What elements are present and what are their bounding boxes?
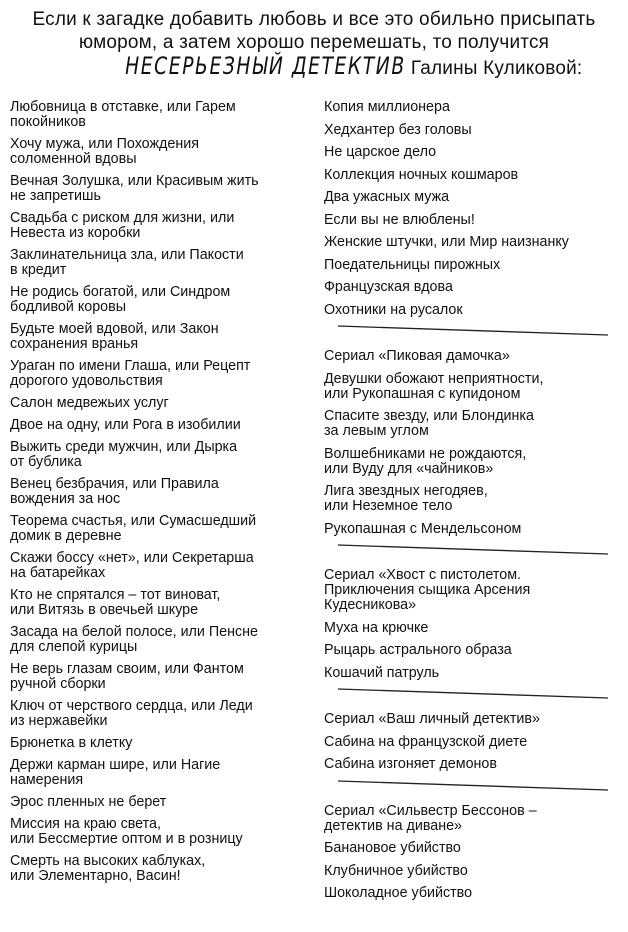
book-title — [324, 757, 624, 772]
book-title-line: из нержавейки — [10, 713, 108, 729]
series-title-line: Кудесникова» — [324, 597, 417, 613]
author-name: Галины Куликовой: — [410, 58, 583, 79]
book-title-line: Ураган по имени Глаша, или Рецепт — [10, 358, 251, 374]
book-title — [324, 213, 624, 228]
book-title — [324, 621, 624, 636]
book-title — [10, 662, 308, 692]
book-title-line: в кредит — [10, 262, 67, 278]
book-title-line: Теорема счастья, или Сумасшедший — [10, 513, 257, 529]
book-title — [324, 258, 624, 273]
book-title-line: Рыцарь астрального образа — [324, 642, 512, 658]
book-title — [10, 817, 308, 847]
section-divider — [324, 688, 624, 708]
book-title — [324, 235, 624, 250]
book-title — [324, 735, 624, 750]
book-title-line: Сабина на французской диете — [324, 733, 528, 750]
book-title-line: соломенной вдовы — [10, 151, 137, 167]
series-title-line: детектив на диване» — [324, 817, 463, 834]
book-title-line: Выжить среди мужчин, или Дырка — [10, 439, 238, 455]
series-title — [324, 349, 624, 364]
intro-line-1: Если к загадке добавить любовь и все это обильно присыпать — [32, 9, 596, 30]
book-title-line: Копия миллионера — [324, 99, 450, 115]
book-title-line: домик в деревне — [10, 528, 122, 544]
section-divider — [324, 780, 624, 800]
book-title — [324, 280, 624, 295]
book-title-line: на батарейках — [10, 565, 106, 581]
left-book-list — [10, 100, 308, 891]
book-title — [10, 736, 308, 751]
book-title-line: Свадьба с риском для жизни, или — [10, 210, 235, 226]
intro-title-line — [0, 52, 628, 80]
book-title-line: Лига звездных негодяев, — [324, 483, 488, 499]
book-title-line: Двое на одну, или Рога в изобилии — [10, 417, 241, 433]
book-title — [10, 625, 308, 655]
book-title-line: Ключ от черствого сердца, или Леди — [10, 698, 253, 714]
book-title-line: Поедательницы пирожных — [324, 256, 501, 273]
book-title-line: Смерть на высоких каблуках, — [10, 853, 206, 869]
book-title — [10, 514, 308, 544]
book-title-line: Кошачий патруль — [324, 664, 440, 681]
book-title-line: сохранения вранья — [10, 336, 139, 352]
series-title — [324, 712, 624, 727]
book-title-line: Невеста из коробки — [10, 225, 141, 241]
book-title — [324, 643, 624, 658]
book-title-line: Женские штучки, или Мир наизнанку — [324, 234, 569, 250]
book-title-line: Девушки обожают неприятности, — [324, 370, 544, 387]
book-title — [10, 100, 308, 130]
book-title-line: от бублика — [10, 454, 82, 470]
book-title-line: дорогого удовольствия — [10, 373, 163, 389]
book-title — [324, 447, 624, 477]
book-title-line: Шоколадное убийство — [324, 885, 473, 901]
book-title — [324, 522, 624, 537]
book-title-line: Французская вдова — [324, 279, 453, 295]
book-title-line: Миссия на краю света, — [10, 816, 161, 832]
book-title-line: Охотники на русалок — [324, 301, 463, 318]
book-title-line: Любовница в отставке, или Гарем — [10, 99, 236, 115]
series-title-line: Сериал «Ваш личный детектив» — [324, 711, 540, 727]
book-title-line: или Бессмертие оптом и в розницу — [10, 831, 243, 847]
book-title — [10, 854, 308, 884]
book-title — [10, 174, 308, 204]
section-divider — [324, 325, 624, 345]
book-title — [324, 145, 624, 160]
book-title — [10, 248, 308, 278]
book-title — [10, 211, 308, 241]
series-title-line: Сериал «Пиковая дамочка» — [324, 348, 510, 364]
book-title-line: или Неземное тело — [324, 498, 453, 514]
book-title — [10, 477, 308, 507]
right-book-list — [324, 100, 624, 909]
book-title — [10, 440, 308, 470]
book-title — [10, 758, 308, 788]
book-title-line: Банановое убийство — [324, 840, 461, 856]
series-title-line: Сериал «Хвост с пистолетом. — [324, 567, 522, 583]
book-title — [324, 303, 624, 318]
book-title-line: Спасите звезду, или Блондинка — [324, 408, 534, 424]
book-title — [10, 588, 308, 618]
book-title-line: Вечная Золушка, или Красивым жить — [10, 173, 259, 189]
book-title-line: Засада на белой полосе, или Пенсне — [10, 624, 258, 640]
section-divider — [324, 544, 624, 564]
book-title-line: Заклинательница зла, или Пакости — [10, 247, 244, 263]
book-title-line: Волшебниками не рождаются, — [324, 445, 527, 462]
intro-block — [0, 8, 628, 80]
book-title-line: за левым углом — [324, 423, 429, 439]
book-title-line: Будьте моей вдовой, или Закон — [10, 321, 219, 337]
book-title-line: Муха на крючке — [324, 619, 429, 636]
book-title — [324, 864, 624, 879]
book-title-line: Если вы не влюблены! — [324, 211, 475, 228]
book-title-line: Не царское дело — [324, 144, 437, 160]
book-title-line: Салон медвежьих услуг — [10, 395, 169, 411]
book-title — [10, 418, 308, 433]
book-title-line: Кто не спрятался – тот виноват, — [10, 587, 221, 603]
book-title — [324, 123, 624, 138]
book-title — [324, 484, 624, 514]
book-title-line: Хедхантер без головы — [324, 121, 472, 138]
book-title-line: Сабина изгоняет демонов — [324, 756, 497, 772]
book-title-line: Рукопашная с Мендельсоном — [324, 520, 522, 537]
book-title-line: намерения — [10, 772, 84, 788]
book-title-line: Эрос пленных не берет — [10, 794, 167, 810]
book-title — [10, 551, 308, 581]
book-title — [10, 396, 308, 411]
book-title — [10, 359, 308, 389]
series-title — [324, 804, 624, 834]
book-title-line: или Витязь в овечьей шкуре — [10, 602, 199, 618]
book-title-line: Не родись богатой, или Синдром — [10, 284, 231, 300]
book-title — [324, 372, 624, 402]
book-title-line: Брюнетка в клетку — [10, 735, 133, 751]
book-title-line: для слепой курицы — [10, 639, 138, 655]
book-title-line: или Рукопашная с купидоном — [324, 385, 521, 402]
series-title-line: Приключения сыщика Арсения — [324, 582, 531, 598]
book-title — [324, 409, 624, 439]
book-title — [10, 322, 308, 352]
book-title-line: Не верь глазам своим, или Фантом — [10, 661, 244, 677]
book-title-line: Два ужасных мужа — [324, 189, 450, 205]
intro-line-2: юмором, а затем хорошо перемешать, то получится — [78, 32, 550, 53]
book-title — [324, 190, 624, 205]
book-title-line: или Элементарно, Васин! — [10, 868, 181, 884]
series-title-line: Сериал «Сильвестр Бессонов – — [324, 802, 537, 819]
book-title — [324, 841, 624, 856]
book-title — [10, 699, 308, 729]
book-title-line: Коллекция ночных кошмаров — [324, 166, 519, 183]
book-title-line: ручной сборки — [10, 676, 106, 692]
book-title-line: Венец безбрачия, или Правила — [10, 476, 219, 492]
book-title — [324, 886, 624, 901]
book-title-line: Клубничное убийство — [324, 862, 468, 879]
book-title — [324, 666, 624, 681]
brand-title: НЕСЕРЬЕЗНЫЙ ДЕТЕКТИВ — [124, 52, 406, 80]
book-title — [10, 795, 308, 810]
book-title — [10, 137, 308, 167]
book-title-line: Хочу мужа, или Похождения — [10, 136, 199, 152]
book-title — [324, 168, 624, 183]
book-title-line: вождения за нос — [10, 491, 121, 507]
book-title-line: Скажи боссу «нет», или Секретарша — [10, 550, 254, 566]
book-title-line: покойников — [10, 114, 86, 130]
book-title-line: или Вуду для «чайников» — [324, 460, 494, 477]
book-title — [324, 100, 624, 115]
series-title — [324, 568, 624, 613]
book-title-line: бодливой коровы — [10, 299, 126, 315]
book-title-line: Держи карман шире, или Нагие — [10, 757, 221, 773]
book-title — [10, 285, 308, 315]
book-title-line: не запретишь — [10, 188, 101, 204]
